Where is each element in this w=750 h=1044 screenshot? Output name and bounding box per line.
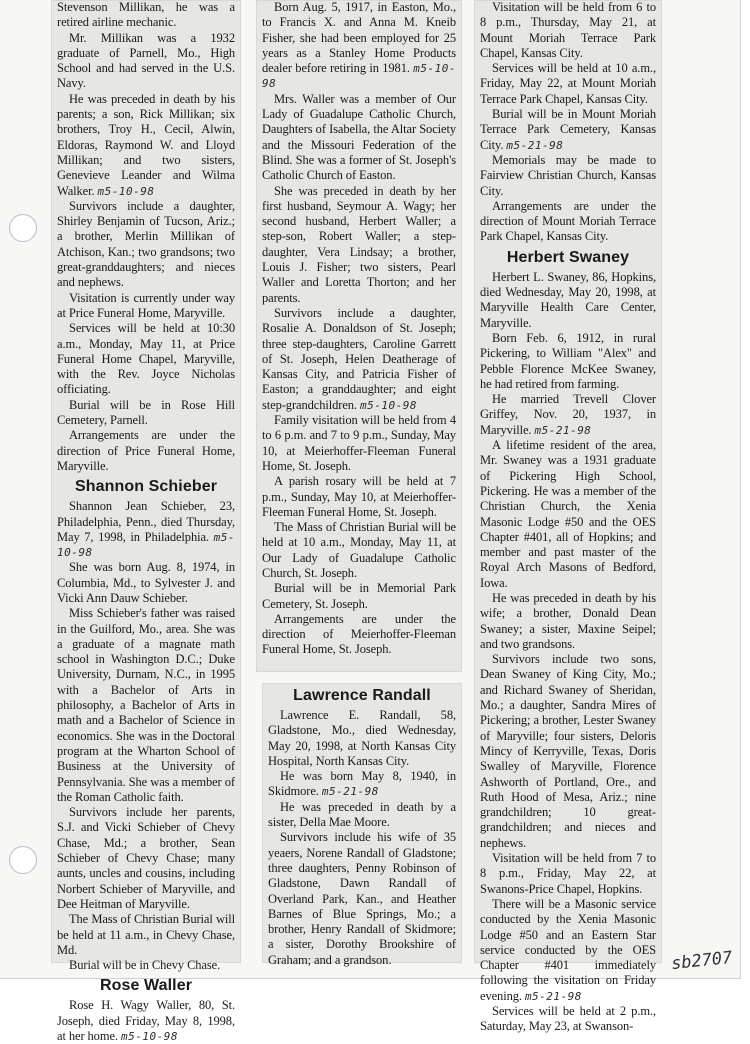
randall-paragraph: Survivors include his wife of 35 yeaers, Norene Randall of Gladstone; three daughters, Penny Robinson of Gladstone, Dawn Randall of Overland Park, Kan., and Heather Barnes of Blue Springs, Mo.; a brother, Henry Randall of Skidmore; a sister, Dorothy Brookshire of Graham; and a grandson.	[268, 830, 456, 967]
schieber-paragraph: Miss Schieber's father was raised in the Guilford, Mo., area. She was a graduate of a magnate math school in Washington D.C.; Duke University, Durnam, N.C., in 1995 with a Bachelor of Arts in philosophy, a Bachelor of Arts in math and a Bachelor of Science in economics. She was in the Doctoral program at the Wharton School of Business at the University of Pennsylvania. She was a member of the Roman Catholic faith.	[57, 606, 235, 804]
handwritten-date: m5-21-98	[534, 423, 592, 437]
handwritten-date: m5-10-98	[97, 184, 155, 198]
millikan-paragraph: Services will be held at 10:30 a.m., Monday, May 11, at Price Funeral Home Chapel, Maryville, with the Rev. Joyce Nicholas officiating.	[57, 321, 235, 397]
obituary-clipping-column-3	[474, 0, 662, 1034]
waller-paragraph: Family visitation will be held from 4 to 6 p.m. and 7 to 9 p.m., Sunday, May 10, at Meierhoffer-Fleeman Funeral Home, St. Joseph.	[262, 413, 456, 473]
millikan-paragraph: Survivors include a daughter, Shirley Benjamin of Tucson, Ariz.; a brother, Merlin Millikan of Atchison, Kan.; two grandsons; two great-granddaughters; and nieces and nephews.	[57, 198, 235, 290]
swaney-paragraph: Born Feb. 6, 1912, in rural Pickering, to William "Alex" and Pebble Florence McKee Swaney, he had retired from farming.	[480, 330, 656, 391]
millikan-paragraph: Burial will be in Rose Hill Cemetery, Parnell.	[57, 397, 235, 428]
swaney-paragraph: There will be a Masonic service conducted by the Xenia Masonic Lodge #50 and an Eastern Star service conducted by the OES Chapter #401 immediately following the visitation on Friday evening. m5-21-98	[480, 896, 656, 1003]
swaney-paragraph: A lifetime resident of the area, Mr. Swaney was a 1931 graduate of Pickering High School, Pickering. He was a member of the Christian Church, the Xenia Masonic Lodge #50 and the OES Chapter #401, all of Hopkins; and member and past master of the Royal Arch Masons of Bedford, Iowa.	[480, 438, 656, 590]
binder-hole	[9, 214, 37, 242]
swaney-paragraph: Herbert L. Swaney, 86, Hopkins, died Wednesday, May 20, 1998, at Maryville Health Care Center, Maryville.	[480, 269, 656, 330]
swaney-paragraph: Survivors include two sons, Dean Swaney of King City, Mo.; and Richard Swaney of Sheridan, Mo.; a daughter, Sandra Mires of Pickering; a brother, Lester Swaney of Maryville; four sisters, Deloris Mincy of Kerryville, Texas, Doris Swalley of Maryville, Florence Ashworth of Portland, Ore., and Ruth Hood of Mesa, Ariz.; nine grandchildren; 10 great-grandchildren; and nieces and nephews.	[480, 652, 656, 850]
swaney-paragraph: He was preceded in death by his wife; a brother, Donald Dean Swaney; a sister, Maxine Seipel; and two grandsons.	[480, 590, 656, 651]
handwritten-date: m5-10-98	[359, 398, 417, 412]
millikan-paragraph: He was preceded in death by his parents; a son, Rick Millikan; six brothers, Troy H., Cecil, Alwin, Eldoras, Raymond W. and Lloyd Millikan; and two sisters, Genevieve Leander and Wilma Walker. m5-10-98	[57, 91, 235, 198]
randall-paragraph: Burial will be in Mount Moriah Terrace Park Cemetery, Kansas City. m5-21-98	[480, 107, 656, 152]
schieber-paragraph: Burial will be in Chevy Chase.	[69, 958, 221, 973]
handwritten-date: m5-10-98	[262, 62, 456, 91]
millikan-paragraph: Stevenson Millikan, he was a retired airline mechanic.	[57, 0, 235, 30]
randall-paragraph: He was preceded in death by a sister, Della Mae Moore.	[268, 799, 456, 830]
waller-paragraph: Born Aug. 5, 1917, in Easton, Mo., to Francis X. and Anna M. Kneib Fisher, she had been employed for 25 years as a Stanley Home Products dealer before retiring in 1981. m5-10-98	[262, 0, 456, 91]
handwritten-date: m5-21-98	[524, 989, 582, 1003]
schieber-paragraph: She was born Aug. 8, 1974, in Columbia, Md., to Sylvester J. and Vicki Ann Dauw Schieber.	[57, 560, 235, 605]
waller-paragraph: Mrs. Waller was a member of Our Lady of Guadalupe Catholic Church, Daughters of Isabella, the Altar Society and the Missouri Federation of the Blind. She was a former of St. Joseph's Catholic Church of Easton.	[262, 91, 456, 183]
handwritten-date: m5-21-98	[321, 785, 379, 799]
catalog-number: sb2707	[670, 947, 734, 975]
waller-paragraph: She was preceded in death by her first husband, Seymour A. Wagy; her second husband, Herbert Waller; a step-son, Robert Waller; a step-daughter, Vera Lindsay; a brother, Louis J. Fisher; two sisters, Pearl Waller and Loretta Thorton; and her parents.	[262, 183, 456, 305]
millikan-paragraph: Visitation is currently under way at Price Funeral Home, Maryville.	[57, 290, 235, 320]
obituary-clipping-column-2	[256, 0, 462, 672]
waller-paragraph: Survivors include a daughter, Rosalie A. Donaldson of St. Joseph; three step-daughters, Caroline Garrett of St. Joseph, Helen Deatherage of Kansas City, and Patricia Fisher of Easton; a granddaughter; and eight step-grandchildren. m5-10-98	[262, 305, 456, 412]
schieber-paragraph: Shannon Jean Schieber, 23, Philadelphia, Penn., died Thursday, May 7, 1998, in Philadelphia. m5-10-98	[57, 499, 235, 560]
obituary-heading: Shannon Schieber	[74, 478, 218, 496]
handwritten-date: m5-10-98	[57, 530, 235, 560]
binder-hole	[9, 846, 37, 874]
randall-paragraph: Visitation will be held from 6 to 8 p.m., Thursday, May 21, at Mount Moriah Terrace Park Chapel, Kansas City.	[480, 0, 656, 60]
randall-paragraph: Memorials may be made to Fairview Christian Church, Kansas City.	[480, 152, 656, 198]
randall-paragraph: Services will be held at 10 a.m., Friday, May 22, at Mount Moriah Terrace Park Chapel, Kansas City.	[480, 61, 656, 106]
obituary-heading: Lawrence Randall	[293, 687, 431, 704]
obituary-heading: Herbert Swaney	[506, 248, 630, 266]
randall-paragraph: Lawrence E. Randall, 58, Gladstone, Mo., died Wednesday, May 20, 1998, at North Kansas City Hospital, North Kansas City.	[268, 708, 456, 768]
swaney-paragraph: Visitation will be held from 7 to 8 p.m., Friday, May 22, at Swanons-Price Chapel, Hopkins.	[480, 851, 656, 896]
millikan-paragraph: Mr. Millikan was a 1932 graduate of Parnell, Mo., High School and had served in the U.S. Navy.	[57, 30, 235, 91]
schieber-paragraph: Survivors include her parents, S.J. and Vicki Schieber of Chevy Chase, Md.; a brother, Sean Schieber of Chevy Chase; many aunts, uncles and cousins, including Norbert Schieber of Maryville, and Dee Heitman of Maryville.	[57, 805, 235, 911]
waller-paragraph: Burial will be in Memorial Park Cemetery, St. Joseph.	[262, 581, 456, 611]
handwritten-date: m5-21-98	[506, 138, 564, 152]
obituary-clipping-column-1	[51, 0, 241, 1043]
obituary-clipping-randall	[262, 683, 462, 967]
waller-paragraph: Arrangements are under the direction of Meierhoffer-Fleeman Funeral Home, St. Joseph.	[262, 611, 456, 657]
randall-paragraph: Arrangements are under the direction of Mount Moriah Terrace Park Chapel, Kansas City.	[480, 198, 656, 244]
waller-paragraph: Rose H. Wagy Waller, 80, St. Joseph, died Friday, May 8, 1998, at her home. m5-10-98	[57, 998, 235, 1043]
swaney-paragraph: He married Trevell Clover Griffey, Nov. 20, 1937, in Maryville. m5-21-98	[480, 392, 656, 437]
waller-paragraph: A parish rosary will be held at 7 p.m., Sunday, May 10, at Meierhoffer-Fleeman Funeral Home, St. Joseph.	[262, 474, 456, 519]
schieber-paragraph: The Mass of Christian Burial will be held at 11 a.m., in Chevy Chase, Md.	[57, 912, 235, 957]
waller-paragraph: The Mass of Christian Burial will be held at 10 a.m., Monday, May 11, at Our Lady of Guadalupe Catholic Church, St. Joseph.	[262, 520, 456, 580]
swaney-paragraph: Services will be held at 2 p.m., Saturday, May 23, at Swanson-	[480, 1004, 656, 1034]
randall-paragraph: He was born May 8, 1940, in Skidmore. m5-21-98	[268, 769, 456, 799]
millikan-paragraph: Arrangements are under the direction of Price Funeral Home, Maryville.	[57, 428, 235, 473]
obituary-heading: Rose Waller	[99, 977, 193, 995]
handwritten-date: m5-10-98	[120, 1030, 178, 1043]
